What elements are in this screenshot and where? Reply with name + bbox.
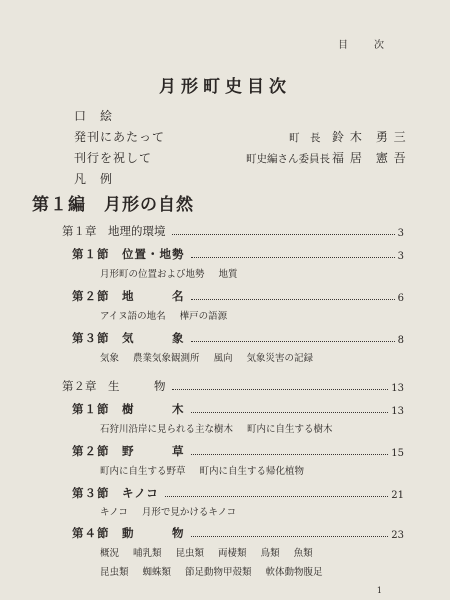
page-folio: 1: [376, 586, 382, 595]
topic-item: 節足動物甲殻類: [185, 567, 252, 578]
topic-item: 気象: [100, 353, 120, 364]
section-1-2-topics: [100, 308, 241, 322]
section-title: 第２節 野 草: [72, 444, 185, 458]
leader-dots: [191, 299, 395, 300]
section-1-3-topics: [100, 350, 327, 364]
leader-dots: [172, 389, 389, 390]
topic-item: 鳥類: [260, 548, 280, 559]
running-header: 目 次: [338, 40, 392, 51]
page-title: 月形町史目次: [159, 77, 291, 97]
section-1-1-topics: [100, 266, 252, 280]
front-matter-notes: 凡 例: [74, 172, 114, 186]
section-title: 第３節 気 象: [72, 331, 185, 345]
topic-item: 地質: [218, 269, 238, 280]
topic-item: 哺乳類: [133, 548, 162, 559]
page-number: 13: [391, 383, 404, 394]
topic-item: 魚類: [293, 548, 313, 559]
chapter-2-entry: [62, 378, 404, 394]
topic-item: 農業気象観測所: [133, 353, 200, 364]
leader-dots: [191, 412, 389, 413]
topic-item: 両棲類: [218, 548, 247, 559]
congratulations-author-role: 町史編さん委員長: [246, 153, 330, 165]
section-title: 第１節 樹 木: [72, 402, 185, 416]
section-2-4-topics-line-2: [100, 564, 337, 578]
foreword-author-role: 町 長: [289, 132, 321, 144]
topic-item: アイヌ語の地名: [100, 311, 166, 322]
page-number: 23: [391, 530, 404, 541]
topic-item: 風向: [213, 353, 233, 364]
topic-item: 石狩川沿岸に見られる主な樹木: [100, 424, 234, 435]
topic-item: 昆虫類: [175, 548, 205, 559]
page-number: 3: [397, 251, 404, 262]
section-2-4-entry: [72, 525, 404, 541]
section-2-4-topics-line-1: [100, 545, 327, 559]
congratulations-author-name: 福 居 憲 吾: [332, 151, 407, 165]
section-title: 第１節 位置・地勢: [72, 247, 185, 261]
topic-item: 樺戸の語源: [179, 311, 228, 322]
section-2-1-topics: [100, 421, 347, 435]
section-2-3-entry: [72, 485, 404, 501]
topic-item: キノコ: [100, 507, 128, 518]
section-2-3-topics: [100, 504, 250, 518]
section-2-2-topics: [100, 463, 318, 477]
page-number: 15: [391, 448, 404, 459]
topic-item: 月形町の位置および地勢: [100, 269, 205, 280]
leader-dots: [191, 454, 389, 455]
foreword-author-name: 鈴 木 勇 三: [332, 130, 407, 144]
chapter-1-entry: [62, 223, 404, 239]
leader-dots: [191, 536, 389, 537]
topic-item: 軟体動物腹足: [265, 567, 323, 578]
section-1-1-entry: [72, 246, 404, 262]
topic-item: 町内に自生する樹木: [247, 424, 333, 435]
section-2-1-entry: [72, 401, 404, 417]
topic-item: 蜘蛛類: [142, 567, 172, 578]
chapter-title: 第１章 地理的環境: [62, 224, 166, 238]
leader-dots: [191, 257, 395, 258]
section-title: 第４節 動 物: [72, 526, 185, 540]
topic-item: 町内に自生する野草: [100, 466, 186, 477]
section-title: 第３節 キノコ: [72, 486, 159, 500]
topic-item: 昆虫類: [100, 567, 129, 578]
leader-dots: [165, 496, 389, 497]
chapter-title: 第２章 生 物: [62, 379, 166, 393]
page-number: 21: [391, 490, 404, 501]
section-title: 第２節 地 名: [72, 289, 185, 303]
page-number: 3: [397, 228, 404, 239]
topic-item: 町内に自生する帰化植物: [199, 466, 305, 477]
topic-item: 月形で見かけるキノコ: [141, 507, 237, 518]
section-2-2-entry: [72, 443, 404, 459]
front-matter-frontispiece: 口 絵: [74, 109, 114, 123]
front-matter-foreword: 発刊にあたって: [74, 130, 166, 144]
section-1-3-entry: [72, 330, 404, 346]
front-matter-congratulations: 刊行を祝して: [74, 151, 153, 165]
page-number: 13: [391, 406, 404, 417]
section-1-2-entry: [72, 288, 404, 304]
page-number: 8: [397, 335, 404, 346]
part-1-title: 第１編 月形の自然: [32, 195, 194, 215]
topic-item: 気象災害の記録: [246, 353, 314, 364]
topic-item: 概況: [100, 548, 120, 559]
leader-dots: [172, 234, 395, 235]
leader-dots: [191, 341, 395, 342]
page-number: 6: [397, 293, 404, 304]
